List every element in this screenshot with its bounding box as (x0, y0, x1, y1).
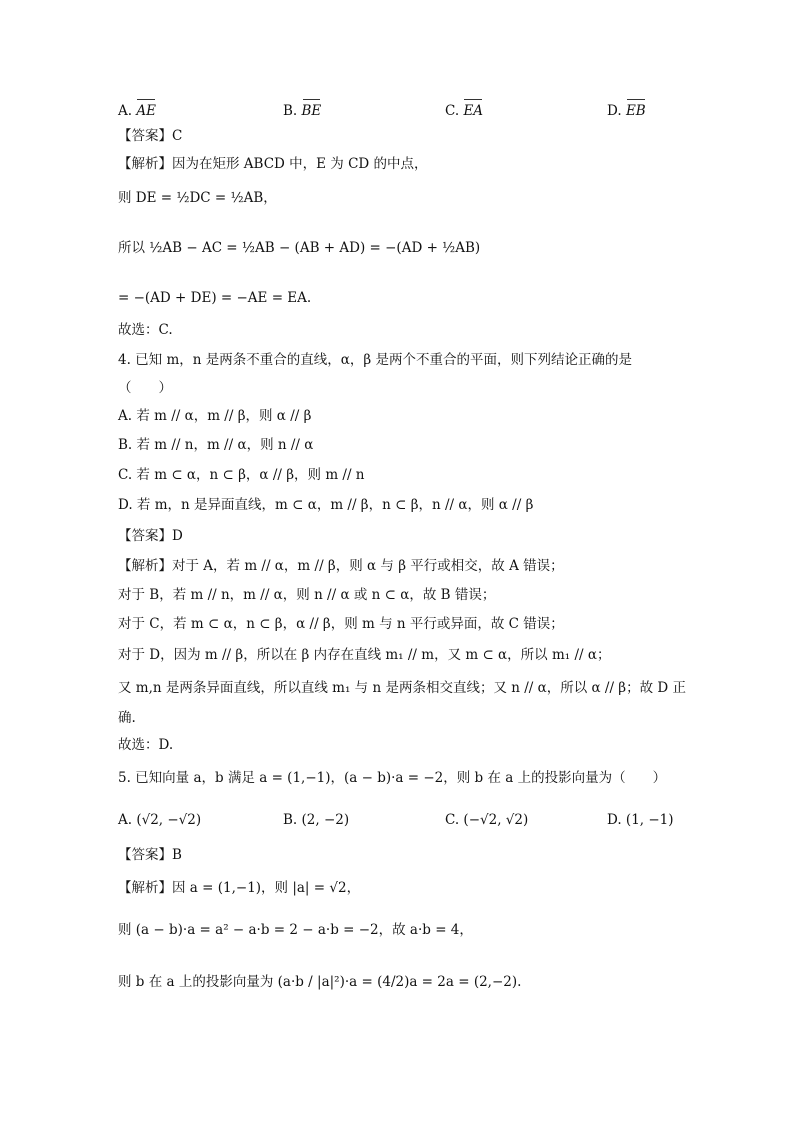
q5-analysis-line-2: 则 (a − b)·a = a² − a·b = 2 − a·b = −2，故 a·b = 4， (118, 922, 473, 938)
q5-option-a: A. (√2, −√2) (118, 812, 202, 828)
q4-option-d: D. 若 m，n 是异面直线，m ⊂ α，m // β，n ⊂ β，n // α，则 α // β (118, 497, 534, 513)
vector-be: BE (302, 98, 322, 121)
q4-answer: 【答案】D (118, 528, 183, 544)
option-label: A. (118, 103, 133, 119)
option-label: D. (607, 103, 622, 119)
q3-option-d (607, 98, 646, 121)
q3-analysis-line-2: 则 DE = ½DC = ½AB， (118, 190, 277, 206)
vector-eb: EB (626, 98, 646, 121)
option-label: B. (283, 103, 298, 119)
q4-option-c: C. 若 m ⊂ α，n ⊂ β，α // β，则 m // n (118, 467, 365, 483)
q5-option-b: B. (2, −2) (283, 812, 350, 828)
q3-option-b (283, 98, 321, 121)
q4-stem-line-2: （ ） (118, 380, 172, 396)
q3-analysis-line-3: 所以 ½AB − AC = ½AB − (AB + AD) = −(AD + ½AB) (118, 240, 481, 256)
q5-analysis-line-1: 【解析】因 a = (1,−1)，则 |a| = √2， (118, 880, 361, 896)
q4-analysis-line-2: 对于 B，若 m // n，m // α，则 n // α 或 n ⊂ α，故 B 错误； (118, 587, 496, 603)
option-label: C. (445, 103, 460, 119)
q3-answer: 【答案】C (118, 128, 183, 144)
q4-option-a: A. 若 m // α，m // β，则 α // β (118, 408, 312, 424)
q4-analysis-line-7: 故选：D. (118, 737, 174, 753)
q4-analysis-line-1: 【解析】对于 A，若 m // α，m // β，则 α 与 β 平行或相交，故 A 错误； (118, 558, 564, 574)
vector-ae: AE (136, 98, 156, 121)
q3-option-a (118, 98, 156, 121)
q3-option-c (445, 98, 483, 121)
q5-option-d: D. (1, −1) (607, 812, 674, 828)
q4-analysis-line-3: 对于 C，若 m ⊂ α，n ⊂ β，α // β，则 m 与 n 平行或异面，故 C 错误； (118, 616, 564, 632)
q5-stem: 5. 已知向量 a，b 满足 a = (1,−1)，(a − b)·a = −2，则 b 在 a 上的投影向量为（ ） (118, 770, 667, 786)
q5-option-c: C. (−√2, √2) (445, 812, 529, 828)
q3-analysis-line-4: = −(AD + DE) = −AE = EA. (118, 290, 312, 306)
q4-analysis-line-5: 又 m,n 是两条异面直线，所以直线 m₁ 与 n 是两条相交直线；又 n // α，所以 α // β；故 D 正 (118, 680, 687, 696)
q4-analysis-line-6: 确. (118, 710, 136, 726)
q3-analysis-line-5: 故选：C. (118, 322, 173, 338)
q3-analysis-line-1: 【解析】因为在矩形 ABCD 中，E 为 CD 的中点， (118, 156, 428, 172)
q5-analysis-line-3: 则 b 在 a 上的投影向量为 (a·b / |a|²)·a = (4/2)a = 2a = (2,−2). (118, 974, 522, 990)
q4-option-b: B. 若 m // n，m // α，则 n // α (118, 437, 314, 453)
q4-stem-line-1: 4. 已知 m，n 是两条不重合的直线，α，β 是两个不重合的平面，则下列结论正确的是 (118, 352, 632, 368)
q4-analysis-line-4: 对于 D，因为 m // β，所以在 β 内存在直线 m₁ // m，又 m ⊂ α，所以 m₁ // α； (118, 647, 611, 663)
vector-ea: EA (463, 98, 483, 121)
q5-answer: 【答案】B (118, 847, 182, 863)
